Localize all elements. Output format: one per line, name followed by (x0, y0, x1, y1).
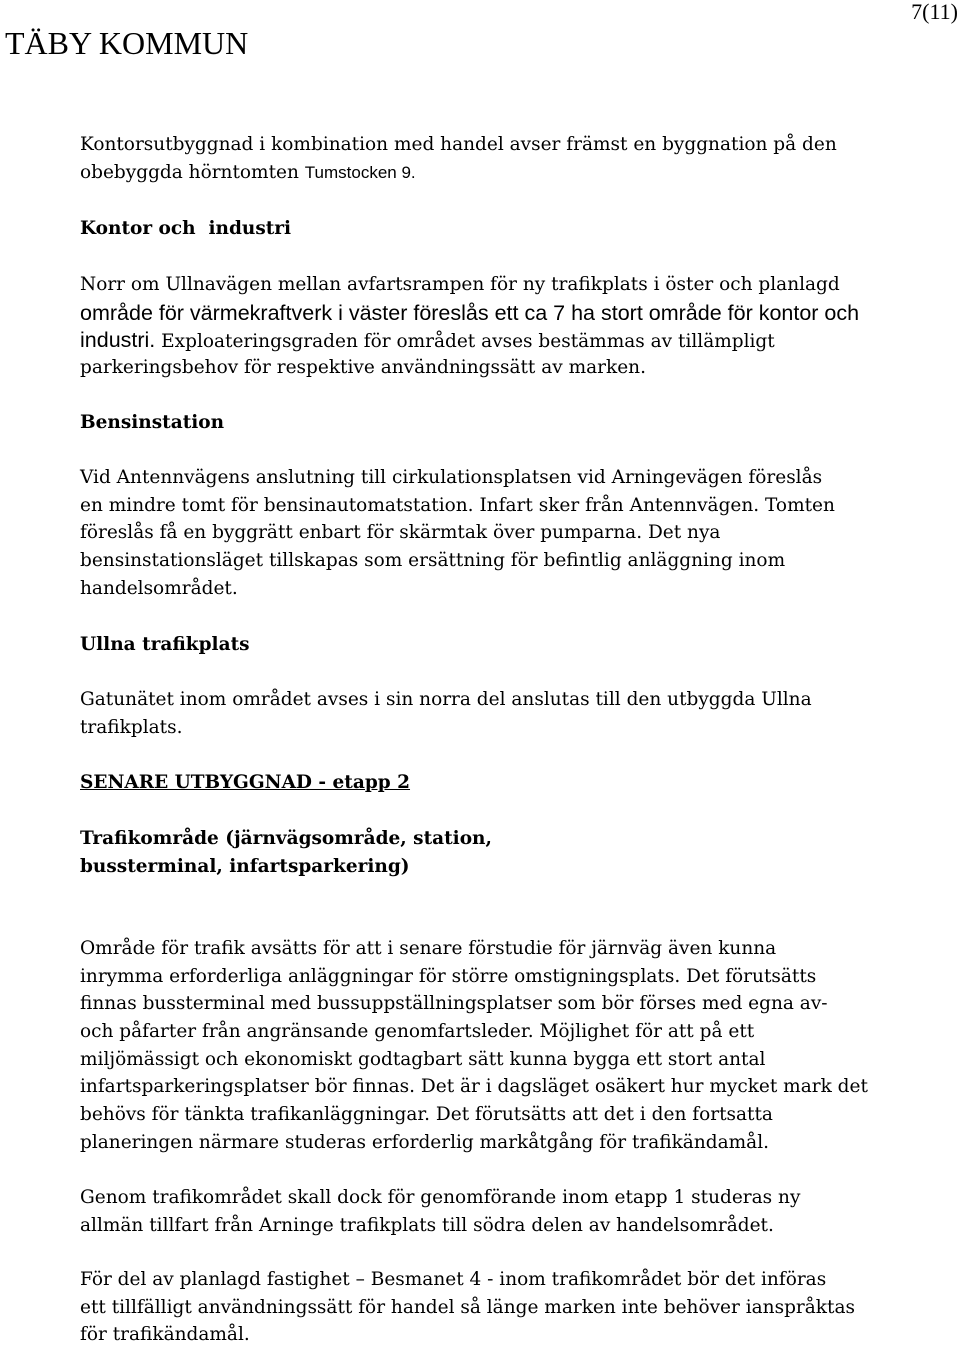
text-line: miljömässigt och ekonomiskt godtagbart sätt kunna bygga ett stort antal (80, 1048, 766, 1070)
heading-text: SENARE UTBYGGNAD - etapp 2 (80, 772, 411, 793)
heading-senare-utbyggnad (80, 772, 955, 794)
text-line: finnas bussterminal med bussuppställningsplatser som bör förses med egna av- (80, 993, 828, 1015)
paragraph-kontor-och-industri (80, 274, 955, 379)
text-line: allmän tillfart från Arninge trafikplats till södra delen av handelsområdet. (80, 1214, 774, 1236)
text-line: Vid Antennvägens anslutning till cirkulationsplatsen vid Arningevägen föreslås (80, 467, 823, 488)
text-line: handelsområdet. (80, 577, 238, 599)
text-segment: obebyggda hörntomten (80, 161, 305, 183)
text-line (80, 162, 955, 184)
heading-text: Bensinstation (80, 412, 225, 433)
text-line: infartsparkeringsplatser bör finnas. Det är i dagsläget osäkert hur mycket mark det (80, 1076, 868, 1098)
heading-text: Trafikområde (järnvägsområde, station, (80, 828, 492, 849)
paragraph-genom-trafikomradet (80, 1187, 955, 1237)
text-line (80, 329, 955, 351)
paragraph-ullna-trafikplats (80, 689, 955, 739)
text-line: trafikplats. (80, 716, 183, 738)
text-line: och påfarter från angränsande genomfartsleder. Möjlighet för att på ett (80, 1021, 755, 1043)
text-line: Område för trafik avsätts för att i senare förstudie för järnväg även kunna (80, 938, 777, 959)
heading-text: bussterminal, infartsparkering) (80, 855, 410, 877)
text-line: För del av planlagd fastighet – Besmanet 4 - inom trafikområdet bör det införas (80, 1269, 827, 1290)
organization-name: TÄBY KOMMUN (5, 25, 249, 61)
text-line: behövs för tänkta trafikanläggningar. Det förutsätts att det i den fortsatta (80, 1104, 773, 1126)
text-line: föreslås få en byggrätt enbart för skärmtak över pumparna. Det nya (80, 522, 721, 544)
text-line: Norr om Ullnavägen mellan avfartsrampen för ny trafikplats i öster och planlagd (80, 274, 840, 295)
text-line: Kontorsutbyggnad i kombination med handel avser främst en byggnation på den (80, 134, 837, 155)
text-line: planeringen närmare studeras erforderlig markåtgång för trafikändamål. (80, 1131, 769, 1153)
heading-kontor-och-industri (80, 218, 955, 240)
heading-trafikomrade (80, 828, 955, 878)
text-segment: Exploateringsgraden för området avses bestämmas av tillämpligt (155, 331, 775, 353)
heading-ullna-trafikplats (80, 634, 955, 656)
text-line: inrymma erforderliga anläggningar för större omstigningsplats. Det förutsätts (80, 965, 817, 987)
heading-bensinstation (80, 412, 955, 434)
text-line: Genom trafikområdet skall dock för genomförande inom etapp 1 studeras ny (80, 1187, 801, 1208)
text-segment-sans: industri. (80, 328, 156, 353)
text-segment-sans: Tumstocken 9. (304, 162, 416, 182)
heading-text: Kontor och industri (80, 218, 292, 239)
text-line: för trafikändamål. (80, 1324, 250, 1346)
paragraph-besmanet (80, 1269, 955, 1346)
heading-text: Ullna trafikplats (80, 634, 250, 655)
paragraph-bensinstation (80, 467, 955, 600)
heading-line (80, 772, 955, 794)
text-line: parkeringsbehov för respektive användningssätt av marken. (80, 357, 646, 379)
paragraph-kontorsutbyggnad (80, 134, 955, 184)
page-number: 7(11) (911, 0, 958, 24)
text-line-sans: område för värmekraftverk i väster föreslås ett ca 7 ha stort område för kontor och (80, 300, 860, 325)
text-line: bensinstationsläget tillskapas som ersättning för befintlig anläggning inom (80, 550, 786, 572)
text-line: ett tillfälligt användningssätt för handel så länge marken inte behöver ianspråktas (80, 1296, 855, 1318)
text-line: en mindre tomt för bensinautomatstation. Infart sker från Antennvägen. Tomten (80, 494, 835, 516)
paragraph-trafikomrade (80, 938, 955, 1154)
text-line: Gatunätet inom området avses i sin norra del anslutas till den utbyggda Ullna (80, 689, 812, 710)
